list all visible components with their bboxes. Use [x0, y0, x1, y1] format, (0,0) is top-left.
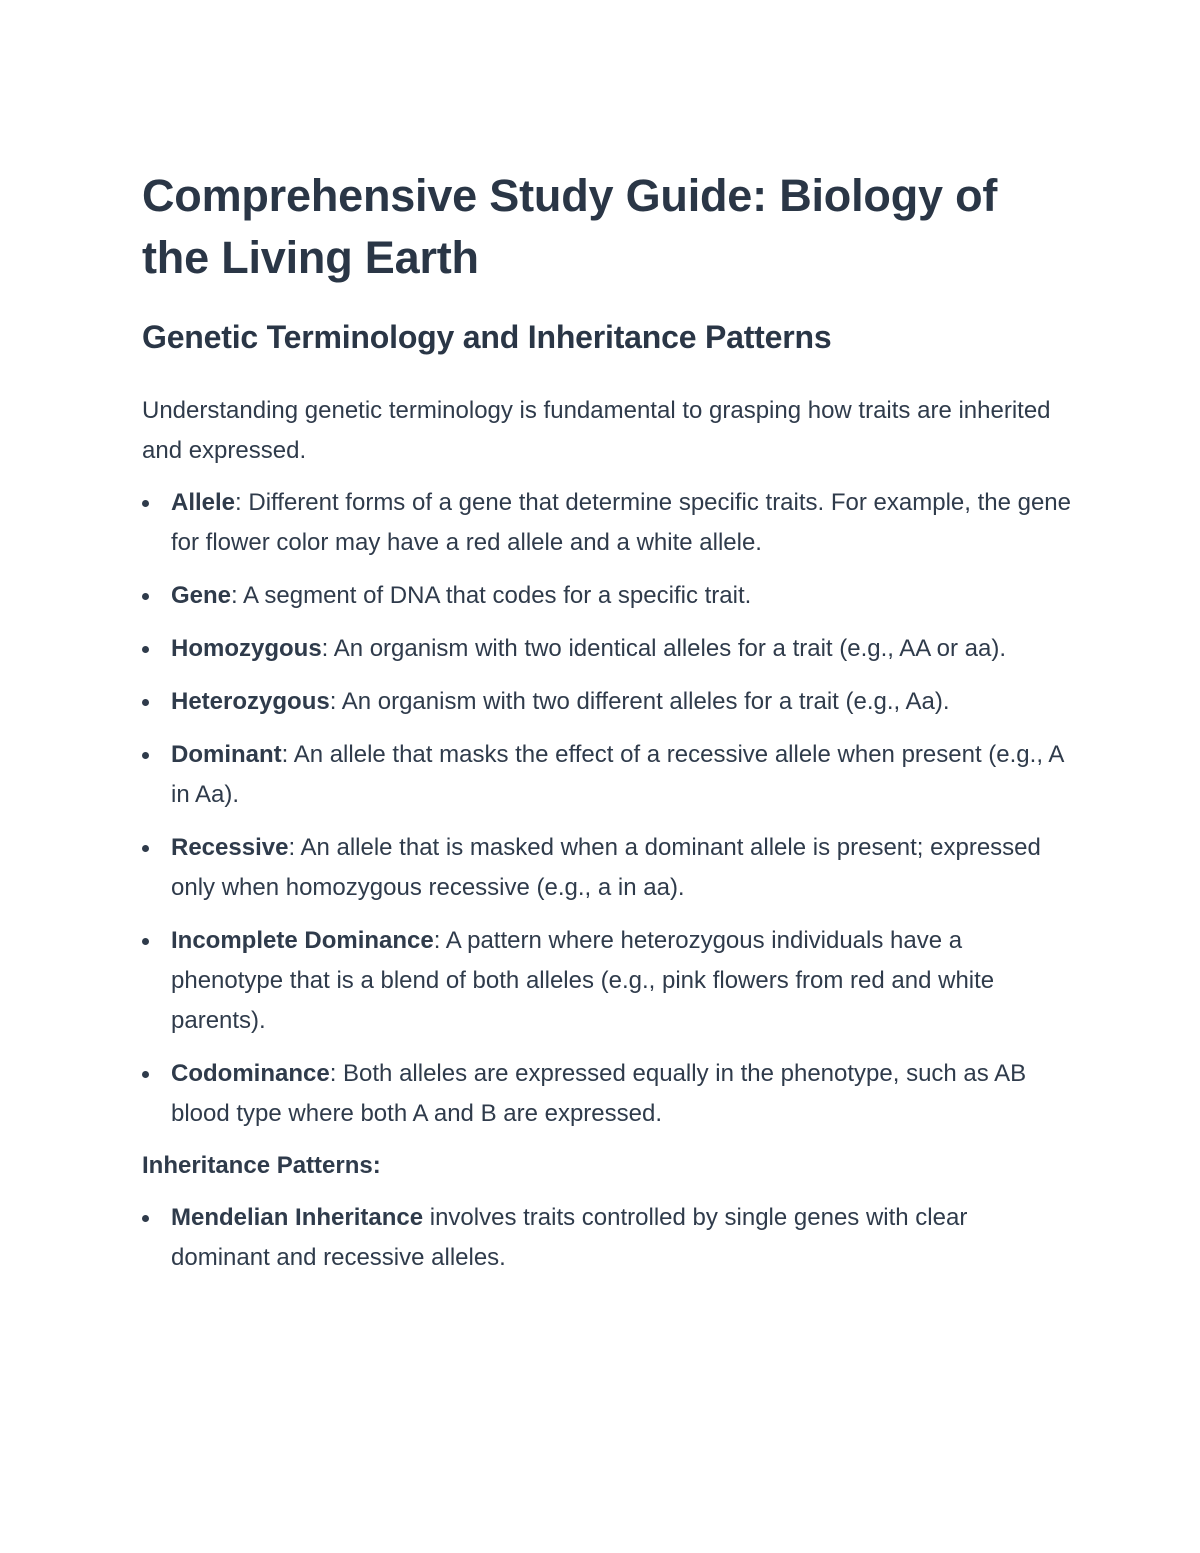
term-separator: : — [433, 927, 441, 954]
term-separator: : — [281, 741, 289, 768]
term-label: Recessive — [171, 834, 289, 861]
bullet-icon — [142, 938, 149, 945]
section-heading: Genetic Terminology and Inheritance Patterns — [142, 319, 832, 355]
list-item — [142, 576, 1072, 616]
term-definition: A pattern where heterozygous individuals have a phenotype that is a blend of both alleles (e.g., pink flowers from red and white parents). — [171, 927, 995, 1034]
term-definition: involves traits controlled by single genes with clear dominant and recessive alleles. — [171, 1204, 968, 1271]
list-item — [142, 483, 1072, 563]
term-definition: An allele that masks the effect of a recessive allele when present (e.g., A in Aa). — [171, 741, 1064, 808]
inheritance-patterns-list — [142, 1198, 1072, 1278]
term-separator: : — [321, 635, 329, 662]
term-definition: An organism with two different alleles for a trait (e.g., Aa). — [336, 688, 950, 715]
term-separator: : — [231, 582, 238, 609]
term-label: Homozygous — [171, 635, 322, 662]
term-separator: : — [288, 834, 296, 861]
term-definition: An allele that is masked when a dominant allele is present; expressed only when homozygous recessive (e.g., a in aa). — [171, 834, 1041, 901]
term-separator: : — [235, 489, 242, 516]
term-label: Heterozygous — [171, 688, 330, 715]
list-item — [142, 1054, 1072, 1134]
bullet-icon — [142, 845, 149, 852]
inheritance-patterns-heading: Inheritance Patterns: — [142, 1152, 381, 1179]
term-definition: Both alleles are expressed equally in the phenotype, such as AB blood type where both A and B are expressed. — [171, 1060, 1027, 1127]
term-separator: : — [329, 688, 337, 715]
term-definition: An organism with two identical alleles for a trait (e.g., AA or aa). — [328, 635, 1007, 662]
term-definition: A segment of DNA that codes for a specific trait. — [237, 582, 752, 609]
bullet-icon — [142, 646, 149, 653]
bullet-icon — [142, 1215, 149, 1222]
term-label: Gene — [171, 582, 232, 609]
term-label: Dominant — [171, 741, 282, 768]
intro-paragraph: Understanding genetic terminology is fundamental to grasping how traits are inherited and expressed. — [142, 397, 1051, 464]
terminology-list — [142, 483, 1072, 1134]
document-page — [142, 165, 1072, 1291]
document-title: Comprehensive Study Guide: Biology of the Living Earth — [142, 170, 998, 283]
term-definition: Different forms of a gene that determine specific traits. For example, the gene for flower color may have a red allele and a white allele. — [171, 489, 1072, 556]
list-item — [142, 735, 1072, 815]
bullet-icon — [142, 699, 149, 706]
list-item — [142, 828, 1072, 908]
term-label: Incomplete Dominance — [171, 927, 434, 954]
term-label: Mendelian Inheritance — [171, 1204, 424, 1231]
bullet-icon — [142, 1071, 149, 1078]
term-separator: : — [329, 1060, 337, 1087]
bullet-icon — [142, 500, 149, 507]
bullet-icon — [142, 593, 149, 600]
bullet-icon — [142, 752, 149, 759]
list-item — [142, 629, 1072, 669]
term-label: Allele — [171, 489, 236, 516]
list-item — [142, 682, 1072, 722]
term-label: Codominance — [171, 1060, 330, 1087]
list-item — [142, 1198, 1072, 1278]
list-item — [142, 921, 1072, 1041]
